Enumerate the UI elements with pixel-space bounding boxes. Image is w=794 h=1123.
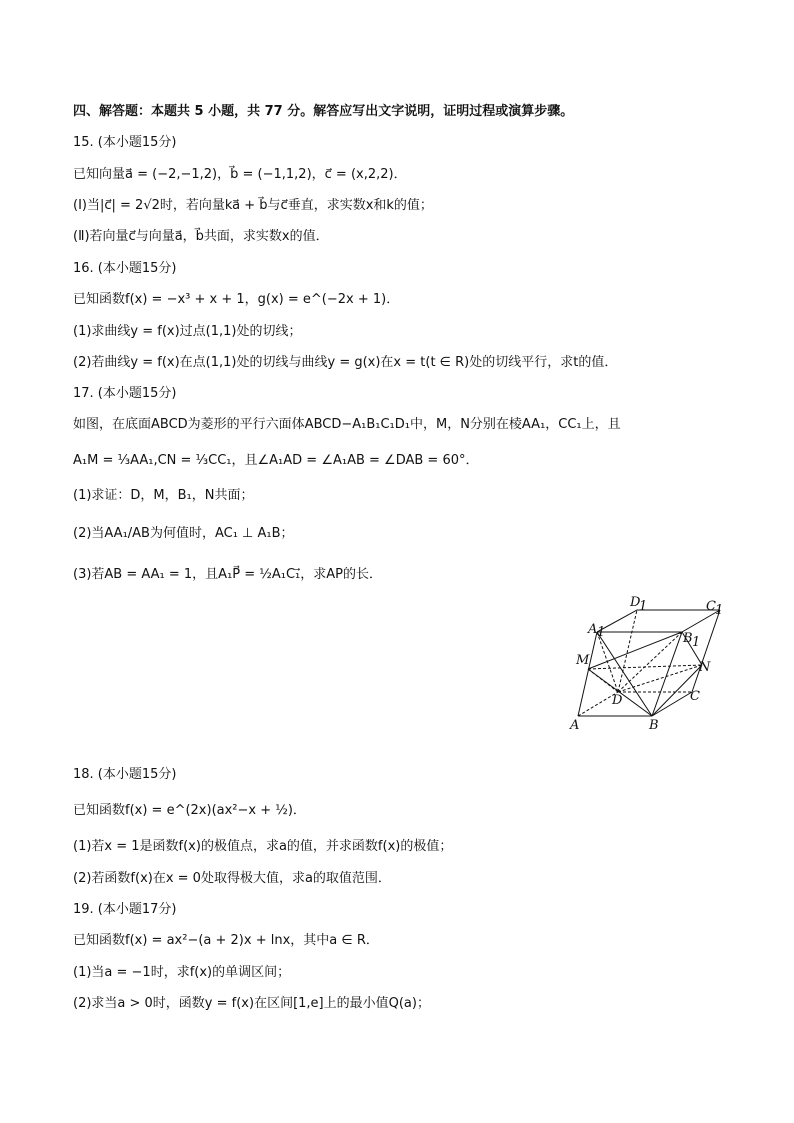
- label-B1: B: [683, 631, 693, 646]
- section-heading: 四、解答题：本题共 5 小题，共 77 分。解答应写出文字说明，证明过程或演算步骤。: [73, 104, 574, 119]
- problem-header: 19. (本小题17分): [73, 902, 177, 917]
- problem-line: (2)求当a > 0时，函数y = f(x)在区间[1,e]上的最小值Q(a)；: [73, 996, 430, 1011]
- edge-CC1: [692, 610, 720, 692]
- problem-line: (1)求曲线y = f(x)过点(1,1)处的切线；: [73, 324, 302, 339]
- problem-line: (1)求证：D，M，B₁，N共面；: [73, 488, 254, 503]
- edge-BB1: [652, 632, 682, 716]
- problem-header: 17. (本小题15分): [73, 386, 177, 401]
- problem-line: 已知函数f(x) = e^(2x)(ax²−x + ½)．: [73, 803, 306, 818]
- label-N: N: [699, 660, 711, 675]
- problem-line: (2)若函数f(x)在x = 0处取得极大值，求a的取值范围．: [73, 871, 391, 886]
- problem-header: 16. (本小题15分): [73, 261, 177, 276]
- problem-line: (1)若x = 1是函数f(x)的极值点，求a的值，并求函数f(x)的极值；: [73, 839, 453, 854]
- problem-line: 已知向量a⃗ = (−2,−1,2)，b⃗ = (−1,1,2)，c⃗ = (x,2,2)．: [73, 167, 407, 182]
- problem-line: 已知函数f(x) = −x³ + x + 1，g(x) = e^(−2x + 1)．: [73, 292, 400, 307]
- problem-line: (1)当a = −1时，求f(x)的单调区间；: [73, 965, 291, 980]
- label-D1-sub: 1: [639, 599, 648, 614]
- segment-A1B: [597, 632, 652, 716]
- problem-line: A₁M = ⅓AA₁,CN = ⅓CC₁，且∠A₁AD = ∠A₁AB = ∠DAB = 60°．: [73, 453, 479, 468]
- label-D: D: [612, 693, 623, 708]
- problem-header: 15. (本小题15分): [73, 135, 177, 150]
- problem-line: (Ⅱ)若向量c⃗与向量a⃗，b⃗共面，求实数x的值．: [73, 229, 329, 244]
- label-B: B: [649, 718, 659, 733]
- label-M: M: [576, 653, 590, 668]
- problem-line: (Ⅰ)当|c⃗| = 2√2时，若向量ka⃗ + b⃗与c⃗垂直，求实数x和k的值；: [73, 198, 433, 213]
- label-B1-sub: 1: [692, 635, 701, 650]
- problem-line: (3)若AB = AA₁ = 1，且A₁P⃗ = ½A₁C₁⃗，求AP的长．: [73, 567, 382, 582]
- label-A1-sub: 1: [597, 625, 606, 640]
- problem-header: 18. (本小题15分): [73, 767, 177, 782]
- label-C: C: [690, 689, 700, 704]
- parallelepiped-diagram: [562, 590, 732, 740]
- problem-line: 已知函数f(x) = ax²−(a + 2)x + lnx，其中a ∈ R．: [73, 933, 379, 948]
- label-C1-sub: 1: [715, 603, 724, 618]
- label-C1: C: [706, 599, 716, 614]
- label-A: A: [570, 718, 580, 733]
- problem-line: (2)若曲线y = f(x)在点(1,1)处的切线与曲线y = g(x)在x = t(t ∈ R)处的切线平行，求t的值．: [73, 355, 618, 370]
- segment-B1D-hidden: [618, 632, 682, 692]
- label-A1: A: [588, 622, 598, 637]
- label-D1: D: [630, 595, 641, 610]
- problem-line: 如图，在底面ABCD为菱形的平行六面体ABCD−A₁B₁C₁D₁中，M，N分别在棱AA₁，CC₁上，且: [73, 417, 621, 432]
- problem-line: (2)当AA₁/AB为何值时，AC₁ ⊥ A₁B；: [73, 526, 294, 541]
